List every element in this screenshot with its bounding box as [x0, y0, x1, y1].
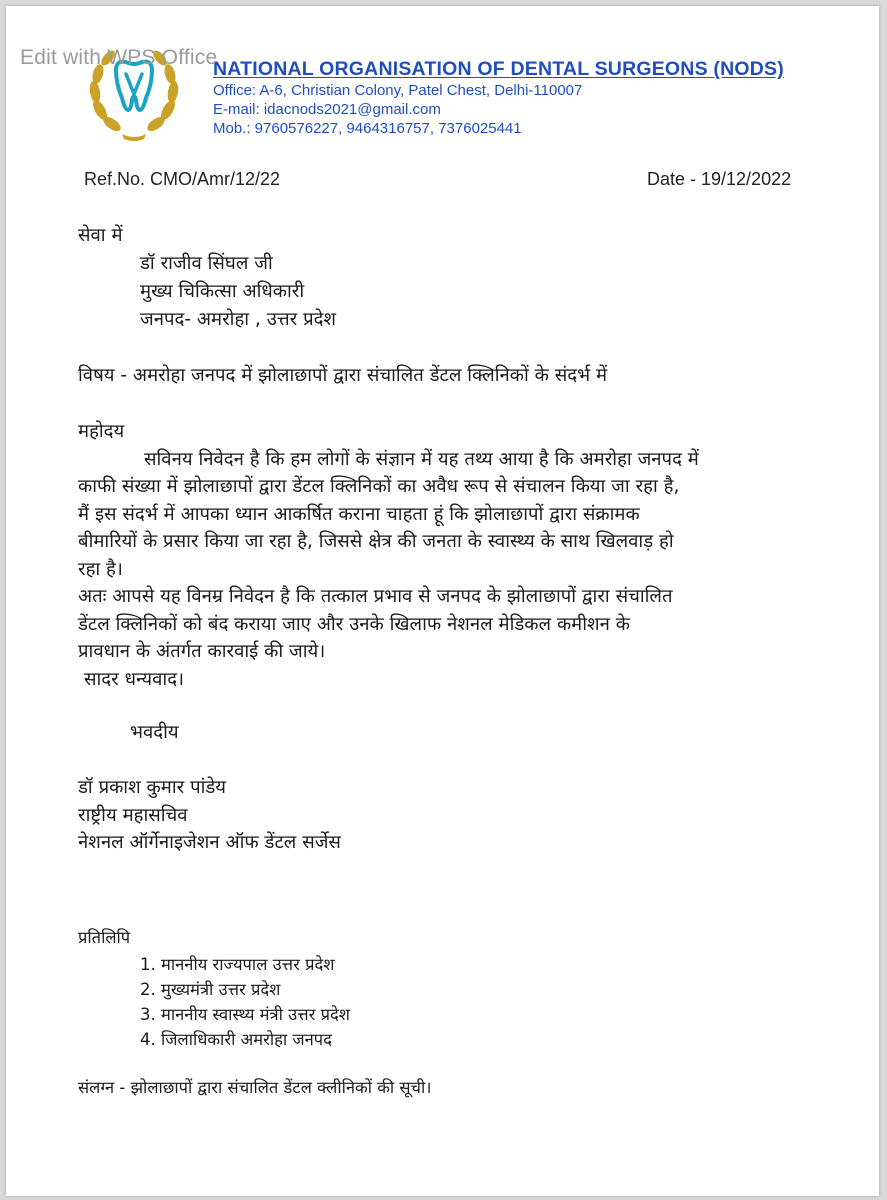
copy-list-item: 3. माननीय स्वास्थ्य मंत्री उत्तर प्रदेश — [140, 1005, 350, 1024]
office-address: Office: A-6, Christian Colony, Patel Chest, Delhi-110007 — [213, 82, 583, 99]
wps-watermark: Edit with WPS Office — [20, 46, 218, 69]
body-line: सविनय निवेदन है कि हम लोगों के संज्ञान में यह तथ्य आया है कि अमरोहा जनपद में — [144, 449, 699, 470]
body-line: रहा है। — [78, 559, 123, 580]
letterhead — [213, 58, 784, 138]
signatory-name: डॉ प्रकाश कुमार पांडेय — [78, 777, 226, 798]
body-line: मैं इस संदर्भ में आपका ध्यान आकर्षित कराना चाहता हूं कि झोलाछापों द्वारा संक्रामक — [78, 504, 640, 525]
body-line: अतः आपसे यह विनम्र निवेदन है कि तत्काल प्रभाव से जनपद के झोलाछापों द्वारा संचालित — [78, 586, 673, 607]
copy-list-item: 1. माननीय राज्यपाल उत्तर प्रदेश — [140, 955, 335, 974]
subject-line: विषय - अमरोहा जनपद में झोलाछापों द्वारा संचालित डेंटल क्लिनिकों के संदर्भ में — [78, 365, 608, 386]
signatory-designation: राष्ट्रीय महासचिव — [78, 805, 188, 826]
letter-page — [6, 6, 879, 1196]
signatory-organisation: नेशनल ऑर्गेनाइजेशन ऑफ डेंटल सर्जेस — [78, 832, 341, 853]
recipient-designation: मुख्य चिकित्सा अधिकारी — [140, 281, 305, 302]
body-line: प्रावधान के अंतर्गत कारवाई की जाये। — [78, 641, 326, 662]
recipient-location: जनपद- अमरोहा , उत्तर प्रदेश — [140, 309, 336, 330]
copy-label: प्रतिलिपि — [78, 928, 131, 947]
copy-list-item: 2. मुख्यमंत्री उत्तर प्रदेश — [140, 980, 281, 999]
mobile-numbers: Mob.: 9760576227, 9464316757, 7376025441 — [213, 120, 522, 137]
letter-date: Date - 19/12/2022 — [647, 169, 792, 189]
recipient-name: डॉ राजीव सिंघल जी — [140, 253, 273, 274]
salutation: महोदय — [78, 421, 125, 442]
organisation-name: NATIONAL ORGANISATION OF DENTAL SURGEONS (NODS) — [213, 58, 784, 80]
enclosure-line: संलग्न - झोलाछापों द्वारा संचालित डेंटल क्लीनिकों की सूची। — [78, 1078, 432, 1097]
email-address: E-mail: idacnods2021@gmail.com — [213, 101, 441, 118]
body-line: डेंटल क्लिनिकों को बंद कराया जाए और उनके खिलाफ नेशनल मेडिकल कमीशन के — [78, 614, 630, 635]
body-line: बीमारियों के प्रसार किया जा रहा है, जिससे क्षेत्र की जनता के स्वास्थ्य के साथ खिलवाड़ हो — [78, 531, 674, 552]
copy-list-item: 4. जिलाधिकारी अमरोहा जनपद — [140, 1030, 332, 1049]
reference-number: Ref.No. CMO/Amr/12/22 — [84, 169, 281, 189]
thanks-line: सादर धन्यवाद। — [84, 669, 185, 690]
to-label: सेवा में — [78, 225, 123, 246]
body-line: काफी संख्या में झोलाछापों द्वारा डेंटल क्लिनिकों का अवैध रूप से संचालन किया जा रहा है, — [78, 476, 680, 497]
closing: भवदीय — [130, 722, 179, 743]
